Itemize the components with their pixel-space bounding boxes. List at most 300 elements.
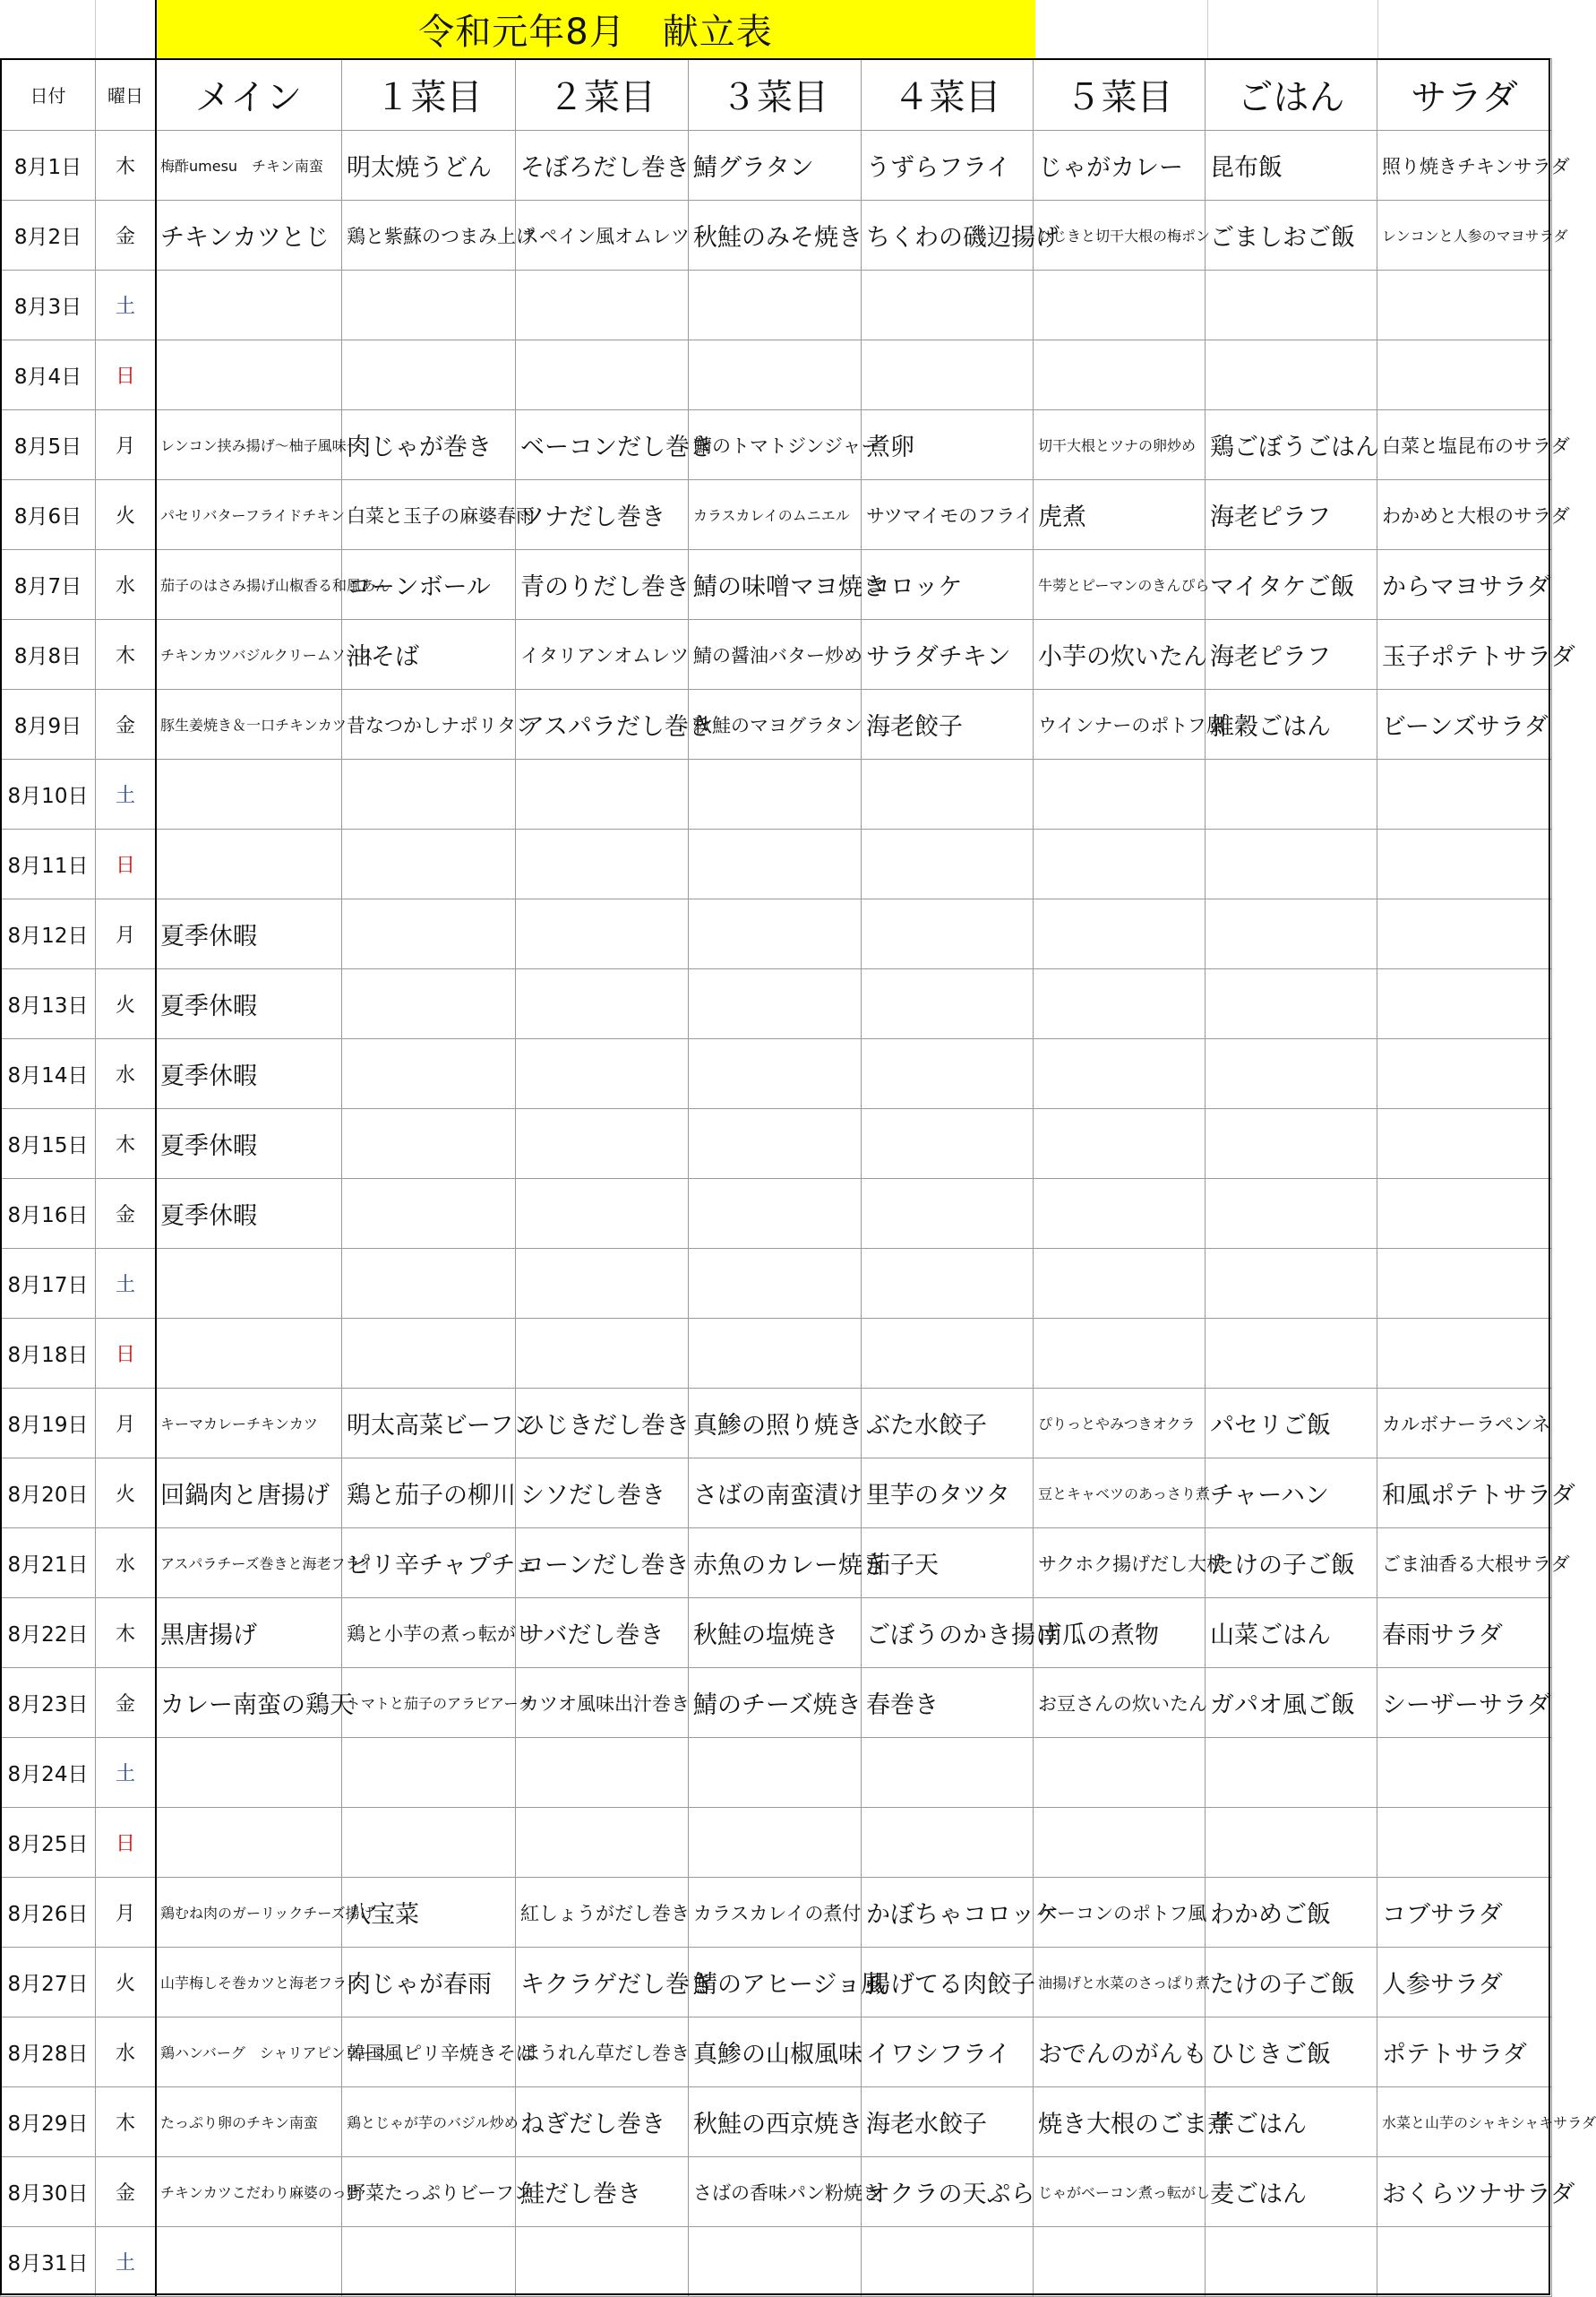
weekday-cell: 日 (96, 340, 156, 410)
dish-1-cell (342, 1319, 516, 1389)
dish-2-cell: カツオ風味出汁巻き (516, 1668, 689, 1738)
salad-cell (1377, 899, 1552, 969)
dish-4-cell (862, 1319, 1034, 1389)
table-row (1, 1319, 1552, 1389)
weekday-cell: 土 (96, 271, 156, 340)
table-row (1, 1668, 1552, 1738)
weekday-cell: 水 (96, 550, 156, 620)
dish-4-cell (862, 1249, 1034, 1319)
weekday-cell: 水 (96, 1528, 156, 1598)
dish-4-cell: ぶた水餃子 (862, 1389, 1034, 1458)
date-cell: 8月24日 (1, 1738, 96, 1808)
dish-3-cell: 秋鮭のみそ焼き (689, 201, 862, 271)
main-cell: 夏季休暇 (156, 969, 342, 1039)
dish-5-cell (1034, 760, 1206, 830)
weekday-cell: 日 (96, 830, 156, 899)
main-cell: 夏季休暇 (156, 1109, 342, 1179)
dish-3-cell: カラスカレイのムニエル (689, 480, 862, 550)
rice-cell (1206, 1319, 1377, 1389)
salad-cell: からマヨサラダ (1377, 550, 1552, 620)
dish-5-cell: ぴりっとやみつきオクラ (1034, 1389, 1206, 1458)
dish-4-cell: 海老水餃子 (862, 2087, 1034, 2157)
dish-4-cell (862, 1179, 1034, 1249)
main-cell: 夏季休暇 (156, 1179, 342, 1249)
dish-4-cell (862, 1808, 1034, 1878)
dish-2-cell: コーンだし巻き (516, 1528, 689, 1598)
dish-4-cell (862, 760, 1034, 830)
dish-3-cell (689, 830, 862, 899)
date-cell: 8月2日 (1, 201, 96, 271)
dish-3-cell: 鯖の醤油バター炒め (689, 620, 862, 690)
main-cell (156, 340, 342, 410)
header-date: 日付 (1, 59, 96, 131)
main-cell: チキンカツバジルクリームソース (156, 620, 342, 690)
table-row (1, 550, 1552, 620)
dish-4-cell: うずらフライ (862, 131, 1034, 201)
dish-1-cell (342, 340, 516, 410)
date-cell: 8月12日 (1, 899, 96, 969)
date-cell: 8月21日 (1, 1528, 96, 1598)
date-cell: 8月9日 (1, 690, 96, 760)
dish-5-cell (1034, 340, 1206, 410)
dish-4-cell: コロッケ (862, 550, 1034, 620)
dish-3-cell (689, 899, 862, 969)
dish-2-cell (516, 2227, 689, 2297)
dish-3-cell: 鯖のアヒージョ風 (689, 1948, 862, 2017)
salad-cell (1377, 830, 1552, 899)
dish-3-cell (689, 1179, 862, 1249)
menu-body (1, 131, 1596, 2297)
salad-cell (1377, 969, 1552, 1039)
weekday-cell: 金 (96, 2157, 156, 2227)
dish-3-cell: 秋鮭の西京焼き (689, 2087, 862, 2157)
dish-3-cell (689, 2227, 862, 2297)
dish-4-cell (862, 830, 1034, 899)
dish-1-cell (342, 1179, 516, 1249)
rice-cell: 鶏ごぼうごはん (1206, 410, 1377, 480)
salad-cell (1377, 1808, 1552, 1878)
dish-4-cell: 里芋のタツタ (862, 1458, 1034, 1528)
weekday-cell: 月 (96, 1878, 156, 1948)
date-cell: 8月1日 (1, 131, 96, 201)
dish-1-cell: 鶏と紫蘇のつまみ上げ (342, 201, 516, 271)
table-row (1, 830, 1552, 899)
dish-1-cell (342, 2227, 516, 2297)
rice-cell (1206, 1039, 1377, 1109)
dish-5-cell (1034, 899, 1206, 969)
dish-2-cell: ベーコンだし巻き (516, 410, 689, 480)
title-spacer (1207, 0, 1378, 58)
weekday-cell: 土 (96, 1249, 156, 1319)
weekday-cell: 金 (96, 1668, 156, 1738)
rice-cell (1206, 340, 1377, 410)
main-cell: レンコン挟み揚げ～柚子風味～ (156, 410, 342, 480)
dish-3-cell: 秋鮭のマヨグラタン (689, 690, 862, 760)
rice-cell: 麦ごはん (1206, 2157, 1377, 2227)
dish-1-cell (342, 1808, 516, 1878)
weekday-cell: 水 (96, 1039, 156, 1109)
table-row (1, 1948, 1552, 2017)
dish-4-cell: 海老餃子 (862, 690, 1034, 760)
weekday-cell: 木 (96, 1598, 156, 1668)
dish-4-cell: 煮卵 (862, 410, 1034, 480)
dish-3-cell: カラスカレイの煮付 (689, 1878, 862, 1948)
dish-5-cell: おでんのがんも (1034, 2017, 1206, 2087)
main-cell: 山芋梅しそ巻カツと海老フライ (156, 1948, 342, 2017)
table-row (1, 1808, 1552, 1878)
dish-1-cell: コーンボール (342, 550, 516, 620)
dish-3-cell: 赤魚のカレー焼き (689, 1528, 862, 1598)
rice-cell: 雑穀ごはん (1206, 690, 1377, 760)
dish-4-cell (862, 2227, 1034, 2297)
rice-cell: 海老ピラフ (1206, 480, 1377, 550)
dish-3-cell (689, 1249, 862, 1319)
dish-2-cell (516, 1039, 689, 1109)
dish-2-cell: アスパラだし巻き (516, 690, 689, 760)
dish-5-cell: ウインナーのポトフ風 (1034, 690, 1206, 760)
dish-1-cell (342, 1039, 516, 1109)
main-cell: チキンカツとじ (156, 201, 342, 271)
dish-2-cell: ほうれん草だし巻き (516, 2017, 689, 2087)
salad-cell: レンコンと人参のマヨサラダ (1377, 201, 1552, 271)
title-spacer (0, 0, 96, 58)
table-row (1, 2157, 1552, 2227)
dish-2-cell (516, 1808, 689, 1878)
table-row (1, 969, 1552, 1039)
dish-1-cell: 鶏と茄子の柳川 (342, 1458, 516, 1528)
weekday-cell: 月 (96, 1389, 156, 1458)
main-cell: チキンカツこだわり麻婆のっけ (156, 2157, 342, 2227)
dish-2-cell: 紅しょうがだし巻き (516, 1878, 689, 1948)
table-row (1, 1878, 1552, 1948)
weekday-cell: 月 (96, 410, 156, 480)
header-dow: 曜日 (96, 59, 156, 131)
dish-4-cell (862, 1039, 1034, 1109)
dish-3-cell: 鯖グラタン (689, 131, 862, 201)
main-cell: 回鍋肉と唐揚げ (156, 1458, 342, 1528)
dish-2-cell (516, 271, 689, 340)
dish-2-cell: スペイン風オムレツ (516, 201, 689, 271)
salad-cell (1377, 1039, 1552, 1109)
date-cell: 8月3日 (1, 271, 96, 340)
dish-3-cell (689, 1109, 862, 1179)
dish-1-cell: 野菜たっぷりビーフン (342, 2157, 516, 2227)
salad-cell (1377, 760, 1552, 830)
dish-1-cell (342, 1738, 516, 1808)
dish-3-cell (689, 969, 862, 1039)
date-cell: 8月28日 (1, 2017, 96, 2087)
dish-3-cell (689, 1738, 862, 1808)
rice-cell: 昆布飯 (1206, 131, 1377, 201)
dish-5-cell (1034, 1808, 1206, 1878)
salad-cell (1377, 340, 1552, 410)
dish-2-cell (516, 1109, 689, 1179)
dish-2-cell: イタリアンオムレツ (516, 620, 689, 690)
table-row (1, 1109, 1552, 1179)
dish-4-cell: ごぼうのかき揚げ (862, 1598, 1034, 1668)
dish-5-cell: ひじきと切干大根の梅ポン (1034, 201, 1206, 271)
dish-1-cell: 肉じゃが春雨 (342, 1948, 516, 2017)
dish-3-cell: 真鯵の照り焼き (689, 1389, 862, 1458)
salad-cell: シーザーサラダ (1377, 1668, 1552, 1738)
date-divider (155, 0, 157, 2296)
dish-5-cell (1034, 1179, 1206, 1249)
weekday-cell: 金 (96, 690, 156, 760)
date-cell: 8月27日 (1, 1948, 96, 2017)
table-row (1, 1598, 1552, 1668)
dish-2-cell (516, 1738, 689, 1808)
dish-2-cell: 鮭だし巻き (516, 2157, 689, 2227)
salad-cell: 白菜と塩昆布のサラダ (1377, 410, 1552, 480)
date-cell: 8月15日 (1, 1109, 96, 1179)
dish-1-cell (342, 1109, 516, 1179)
dish-4-cell (862, 899, 1034, 969)
dish-5-cell: じゃがベーコン煮っ転がし (1034, 2157, 1206, 2227)
dish-5-cell (1034, 969, 1206, 1039)
date-cell: 8月20日 (1, 1458, 96, 1528)
weekday-cell: 水 (96, 2017, 156, 2087)
dish-1-cell: 明太高菜ビーフン (342, 1389, 516, 1458)
salad-cell (1377, 1738, 1552, 1808)
rice-cell (1206, 1738, 1377, 1808)
main-cell: 夏季休暇 (156, 1039, 342, 1109)
salad-cell: コブサラダ (1377, 1878, 1552, 1948)
rice-cell: わかめご飯 (1206, 1878, 1377, 1948)
dish-4-cell (862, 969, 1034, 1039)
table-row (1, 201, 1552, 271)
date-cell: 8月14日 (1, 1039, 96, 1109)
weekday-cell: 木 (96, 2087, 156, 2157)
weekday-cell: 木 (96, 620, 156, 690)
dish-4-cell: サラダチキン (862, 620, 1034, 690)
date-cell: 8月6日 (1, 480, 96, 550)
salad-cell (1377, 2227, 1552, 2297)
main-cell (156, 1738, 342, 1808)
dish-2-cell (516, 760, 689, 830)
rice-cell (1206, 1808, 1377, 1878)
table-row (1, 1738, 1552, 1808)
main-cell: 夏季休暇 (156, 899, 342, 969)
dish-3-cell (689, 1808, 862, 1878)
dish-5-cell: 切干大根とツナの卵炒め (1034, 410, 1206, 480)
weekday-cell: 火 (96, 969, 156, 1039)
salad-cell (1377, 271, 1552, 340)
date-cell: 8月5日 (1, 410, 96, 480)
dish-1-cell: 白菜と玉子の麻婆春雨 (342, 480, 516, 550)
dish-4-cell: かぼちゃコロッケ (862, 1878, 1034, 1948)
header-dish-4: ４菜目 (862, 59, 1034, 131)
date-cell: 8月18日 (1, 1319, 96, 1389)
dish-2-cell (516, 830, 689, 899)
date-cell: 8月7日 (1, 550, 96, 620)
dish-2-cell: ひじきだし巻き (516, 1389, 689, 1458)
table-row (1, 410, 1552, 480)
table-row (1, 1458, 1552, 1528)
header-salad: サラダ (1377, 59, 1552, 131)
dish-2-cell: サバだし巻き (516, 1598, 689, 1668)
main-cell: カレー南蛮の鶏天 (156, 1668, 342, 1738)
dish-5-cell (1034, 1738, 1206, 1808)
dish-5-cell: 豆とキャベツのあっさり煮 (1034, 1458, 1206, 1528)
rice-cell (1206, 760, 1377, 830)
dish-3-cell (689, 1039, 862, 1109)
dish-5-cell (1034, 1109, 1206, 1179)
weekday-cell: 火 (96, 1458, 156, 1528)
salad-cell: 玉子ポテトサラダ (1377, 620, 1552, 690)
date-cell: 8月13日 (1, 969, 96, 1039)
dish-1-cell: ピリ辛チャプチェ (342, 1528, 516, 1598)
dish-4-cell: 茄子天 (862, 1528, 1034, 1598)
main-cell (156, 760, 342, 830)
menu-table (0, 58, 1596, 2297)
dish-3-cell: さばの南蛮漬け (689, 1458, 862, 1528)
dish-1-cell: 鶏とじゃが芋のバジル炒め (342, 2087, 516, 2157)
date-cell: 8月30日 (1, 2157, 96, 2227)
table-row (1, 1179, 1552, 1249)
weekday-cell: 火 (96, 1948, 156, 2017)
table-row (1, 620, 1552, 690)
header-dish-2: ２菜目 (516, 59, 689, 131)
dish-5-cell (1034, 2227, 1206, 2297)
dish-2-cell: ツナだし巻き (516, 480, 689, 550)
salad-cell: 照り焼きチキンサラダ (1377, 131, 1552, 201)
dish-5-cell (1034, 830, 1206, 899)
dish-5-cell: 虎煮 (1034, 480, 1206, 550)
dish-2-cell (516, 969, 689, 1039)
weekday-cell: 木 (96, 1109, 156, 1179)
dish-1-cell: 昔なつかしナポリタン (342, 690, 516, 760)
dish-3-cell: 鯖のチーズ焼き (689, 1668, 862, 1738)
dish-4-cell (862, 1738, 1034, 1808)
date-cell: 8月25日 (1, 1808, 96, 1878)
table-row (1, 131, 1552, 201)
dish-3-cell: 鯖の味噌マヨ焼き (689, 550, 862, 620)
header-rice: ごはん (1206, 59, 1377, 131)
dish-2-cell (516, 340, 689, 410)
rice-cell: 芋ごはん (1206, 2087, 1377, 2157)
date-cell: 8月17日 (1, 1249, 96, 1319)
table-row (1, 760, 1552, 830)
weekday-cell: 土 (96, 760, 156, 830)
table-row (1, 2087, 1552, 2157)
dish-5-cell: 小芋の炊いたん (1034, 620, 1206, 690)
header-dish-3: ３菜目 (689, 59, 862, 131)
table-row (1, 1039, 1552, 1109)
dish-1-cell: 肉じゃが巻き (342, 410, 516, 480)
salad-cell: 春雨サラダ (1377, 1598, 1552, 1668)
dish-4-cell (862, 1109, 1034, 1179)
dish-1-cell (342, 1249, 516, 1319)
main-cell: 鶏むね肉のガーリックチーズ揚げ (156, 1878, 342, 1948)
dish-2-cell (516, 899, 689, 969)
main-cell: 鶏ハンバーグ シャリアピンソース (156, 2017, 342, 2087)
weekday-cell: 土 (96, 1738, 156, 1808)
rice-cell (1206, 1249, 1377, 1319)
dish-4-cell: ちくわの磯辺揚げ (862, 201, 1034, 271)
rice-cell (1206, 2227, 1377, 2297)
table-row (1, 340, 1552, 410)
main-cell: たっぷり卵のチキン南蛮 (156, 2087, 342, 2157)
salad-cell (1377, 1109, 1552, 1179)
rice-cell: パセリご飯 (1206, 1389, 1377, 1458)
dish-3-cell (689, 1319, 862, 1389)
table-row (1, 1528, 1552, 1598)
rice-cell (1206, 830, 1377, 899)
dish-1-cell (342, 271, 516, 340)
main-cell (156, 830, 342, 899)
dish-4-cell: サツマイモのフライ (862, 480, 1034, 550)
weekday-cell: 金 (96, 1179, 156, 1249)
salad-cell: カルボナーラペンネ (1377, 1389, 1552, 1458)
dish-2-cell: ねぎだし巻き (516, 2087, 689, 2157)
rice-cell: たけの子ご飯 (1206, 1528, 1377, 1598)
rice-cell (1206, 899, 1377, 969)
dish-2-cell (516, 1249, 689, 1319)
date-cell: 8月10日 (1, 760, 96, 830)
date-cell: 8月11日 (1, 830, 96, 899)
salad-cell: 和風ポテトサラダ (1377, 1458, 1552, 1528)
dish-5-cell: 焼き大根のごま煮 (1034, 2087, 1206, 2157)
salad-cell (1377, 1319, 1552, 1389)
header-main: メイン (156, 59, 342, 131)
rice-cell: 山菜ごはん (1206, 1598, 1377, 1668)
dish-4-cell: イワシフライ (862, 2017, 1034, 2087)
salad-cell: ビーンズサラダ (1377, 690, 1552, 760)
weekday-cell: 木 (96, 131, 156, 201)
dish-4-cell (862, 340, 1034, 410)
dish-3-cell: さばの香味パン粉焼き (689, 2157, 862, 2227)
main-cell (156, 1808, 342, 1878)
dish-5-cell: サクホク揚げだし大根 (1034, 1528, 1206, 1598)
dish-1-cell (342, 830, 516, 899)
salad-cell: わかめと大根のサラダ (1377, 480, 1552, 550)
weekday-cell: 火 (96, 480, 156, 550)
rice-cell: マイタケご飯 (1206, 550, 1377, 620)
dish-1-cell: 鶏と小芋の煮っ転がし (342, 1598, 516, 1668)
table-row (1, 2227, 1552, 2297)
salad-cell: 水菜と山芋のシャキシャキサラダ (1377, 2087, 1552, 2157)
dish-5-cell (1034, 271, 1206, 340)
dish-1-cell (342, 969, 516, 1039)
salad-cell: ごま油香る大根サラダ (1377, 1528, 1552, 1598)
rice-cell: ごましおご飯 (1206, 201, 1377, 271)
salad-cell: 人参サラダ (1377, 1948, 1552, 2017)
dish-2-cell: シソだし巻き (516, 1458, 689, 1528)
weekday-cell: 金 (96, 201, 156, 271)
table-row (1, 1249, 1552, 1319)
dish-5-cell: ベーコンのポトフ風 (1034, 1878, 1206, 1948)
dish-3-cell: 真鯵の山椒風味 (689, 2017, 862, 2087)
dish-5-cell (1034, 1319, 1206, 1389)
dish-3-cell: 鯖のトマトジンジャー (689, 410, 862, 480)
dish-3-cell (689, 271, 862, 340)
rice-cell (1206, 271, 1377, 340)
date-cell: 8月31日 (1, 2227, 96, 2297)
dish-1-cell: 八宝菜 (342, 1878, 516, 1948)
title-row (0, 0, 1551, 58)
dish-2-cell: 青のりだし巻き (516, 550, 689, 620)
title-spacer (1035, 0, 1208, 58)
dish-1-cell: トマトと茄子のアラビアータ (342, 1668, 516, 1738)
date-cell: 8月22日 (1, 1598, 96, 1668)
main-cell: 豚生姜焼き＆一口チキンカツ (156, 690, 342, 760)
rice-cell: ひじきご飯 (1206, 2017, 1377, 2087)
table-row (1, 690, 1552, 760)
rice-cell (1206, 969, 1377, 1039)
dish-4-cell (862, 271, 1034, 340)
title-spacer (95, 0, 156, 58)
dish-5-cell: 油揚げと水菜のさっぱり煮 (1034, 1948, 1206, 2017)
